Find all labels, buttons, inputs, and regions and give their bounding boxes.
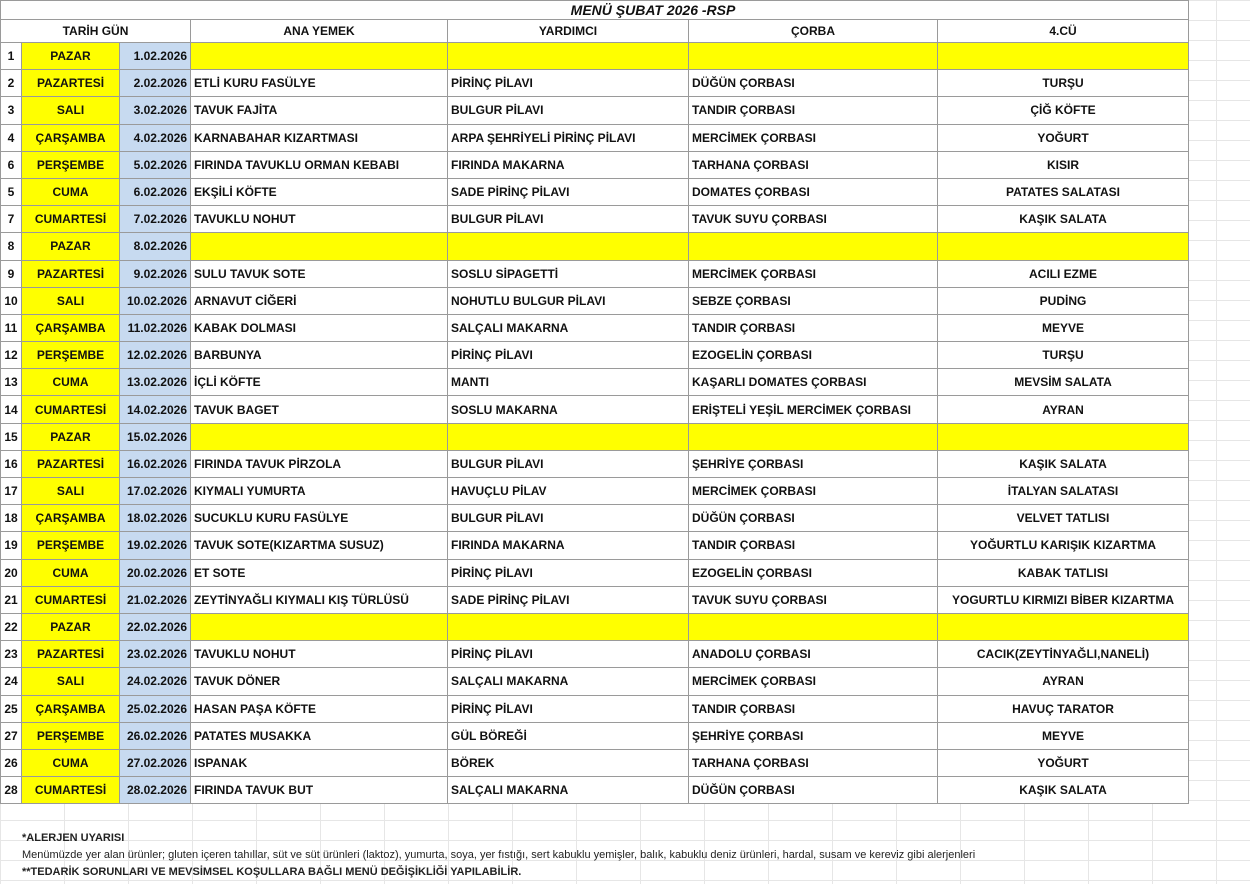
row-number: 9 — [1, 260, 22, 287]
day-name: ÇARŞAMBA — [22, 314, 120, 341]
fourth-course-cell — [938, 613, 1189, 640]
row-number: 10 — [1, 287, 22, 314]
allergen-title: *ALERJEN UYARISI — [22, 832, 125, 844]
title-row — [1, 1, 1189, 20]
side-dish-cell: SALÇALI MAKARNA — [448, 777, 689, 804]
soup-cell: ŞEHRİYE ÇORBASI — [689, 722, 938, 749]
day-name: CUMARTESİ — [22, 777, 120, 804]
main-dish-cell: HASAN PAŞA KÖFTE — [191, 695, 448, 722]
date-cell: 22.02.2026 — [120, 613, 191, 640]
table-row — [1, 668, 1189, 695]
date-cell: 7.02.2026 — [120, 206, 191, 233]
table-row — [1, 641, 1189, 668]
fourth-course-cell: TURŞU — [938, 342, 1189, 369]
table-row — [1, 178, 1189, 205]
side-dish-cell: FIRINDA MAKARNA — [448, 532, 689, 559]
table-row — [1, 777, 1189, 804]
side-dish-cell — [448, 613, 689, 640]
table-row — [1, 613, 1189, 640]
side-dish-cell: BULGUR PİLAVI — [448, 206, 689, 233]
fourth-course-cell: ÇİĞ KÖFTE — [938, 97, 1189, 124]
date-cell: 18.02.2026 — [120, 505, 191, 532]
main-dish-cell — [191, 233, 448, 260]
date-cell: 13.02.2026 — [120, 369, 191, 396]
soup-cell — [689, 423, 938, 450]
date-cell: 3.02.2026 — [120, 97, 191, 124]
day-name: PERŞEMBE — [22, 151, 120, 178]
table-row — [1, 695, 1189, 722]
fourth-course-cell: HAVUÇ TARATOR — [938, 695, 1189, 722]
day-name: SALI — [22, 287, 120, 314]
day-name: ÇARŞAMBA — [22, 695, 120, 722]
row-number: 26 — [1, 749, 22, 776]
soup-cell — [689, 613, 938, 640]
main-dish-cell: TAVUKLU NOHUT — [191, 206, 448, 233]
soup-cell: SEBZE ÇORBASI — [689, 287, 938, 314]
side-dish-cell: SOSLU SİPAGETTİ — [448, 260, 689, 287]
day-name: PAZAR — [22, 233, 120, 260]
main-dish-cell: TAVUK DÖNER — [191, 668, 448, 695]
soup-cell: TANDIR ÇORBASI — [689, 314, 938, 341]
table-row — [1, 478, 1189, 505]
table-row — [1, 559, 1189, 586]
fourth-course-cell: YOĞURTLU KARIŞIK KIZARTMA — [938, 532, 1189, 559]
fourth-course-cell: AYRAN — [938, 668, 1189, 695]
fourth-course-cell — [938, 233, 1189, 260]
side-dish-cell: BULGUR PİLAVI — [448, 97, 689, 124]
fourth-course-cell: KAŞIK SALATA — [938, 777, 1189, 804]
row-number: 6 — [1, 151, 22, 178]
side-dish-cell: MANTI — [448, 369, 689, 396]
fourth-course-cell: KAŞIK SALATA — [938, 450, 1189, 477]
day-name: CUMARTESİ — [22, 206, 120, 233]
day-name: PAZARTESİ — [22, 260, 120, 287]
side-dish-cell — [448, 423, 689, 450]
notes-section — [22, 830, 1232, 881]
date-cell: 11.02.2026 — [120, 314, 191, 341]
side-dish-cell: PİRİNÇ PİLAVI — [448, 342, 689, 369]
date-cell: 16.02.2026 — [120, 450, 191, 477]
table-row — [1, 260, 1189, 287]
day-name: ÇARŞAMBA — [22, 124, 120, 151]
fourth-course-cell: KABAK TATLISI — [938, 559, 1189, 586]
soup-cell: TANDIR ÇORBASI — [689, 532, 938, 559]
fourth-course-cell: YOĞURT — [938, 749, 1189, 776]
date-cell: 8.02.2026 — [120, 233, 191, 260]
table-row — [1, 505, 1189, 532]
side-dish-cell — [448, 233, 689, 260]
soup-cell: MERCİMEK ÇORBASI — [689, 478, 938, 505]
fourth-course-cell: YOGURTLU KIRMIZI BİBER KIZARTMA — [938, 586, 1189, 613]
header-yardimci: YARDIMCI — [448, 20, 689, 43]
table-row — [1, 586, 1189, 613]
main-dish-cell: KIYMALI YUMURTA — [191, 478, 448, 505]
header-ana-yemek: ANA YEMEK — [191, 20, 448, 43]
soup-cell: ŞEHRİYE ÇORBASI — [689, 450, 938, 477]
fourth-course-cell: MEYVE — [938, 722, 1189, 749]
supply-note: **TEDARİK SORUNLARI VE MEVSİMSEL KOŞULLARA BAĞLI MENÜ DEĞİŞİKLİĞİ YAPILABİLİR. — [22, 866, 522, 878]
row-number: 21 — [1, 586, 22, 613]
day-name: PAZARTESİ — [22, 641, 120, 668]
soup-cell: TARHANA ÇORBASI — [689, 749, 938, 776]
day-name: PAZARTESİ — [22, 70, 120, 97]
soup-cell: MERCİMEK ÇORBASI — [689, 668, 938, 695]
date-cell: 1.02.2026 — [120, 43, 191, 70]
date-cell: 15.02.2026 — [120, 423, 191, 450]
main-dish-cell: ETLİ KURU FASÜLYE — [191, 70, 448, 97]
main-dish-cell: TAVUK BAGET — [191, 396, 448, 423]
main-dish-cell: FIRINDA TAVUKLU ORMAN KEBABI — [191, 151, 448, 178]
table-row — [1, 342, 1189, 369]
side-dish-cell — [448, 43, 689, 70]
allergen-text: Menümüzde yer alan ürünler; gluten içeren tahıllar, süt ve süt ürünleri (laktoz), yumurta, soya, yer fıstığı, sert kabuklu yemişler, balık, kabuklu deniz ürünleri, hardal, susam ve kereviz gibi alerjenleri — [22, 849, 976, 861]
date-cell: 23.02.2026 — [120, 641, 191, 668]
side-dish-cell: SOSLU MAKARNA — [448, 396, 689, 423]
side-dish-cell: PİRİNÇ PİLAVI — [448, 695, 689, 722]
soup-cell: ERİŞTELİ YEŞİL MERCİMEK ÇORBASI — [689, 396, 938, 423]
soup-cell: DÜĞÜN ÇORBASI — [689, 777, 938, 804]
day-name: SALI — [22, 97, 120, 124]
date-cell: 9.02.2026 — [120, 260, 191, 287]
day-name: CUMARTESİ — [22, 396, 120, 423]
side-dish-cell: PİRİNÇ PİLAVI — [448, 70, 689, 97]
side-dish-cell: ARPA ŞEHRİYELİ PİRİNÇ PİLAVI — [448, 124, 689, 151]
main-dish-cell: SUCUKLU KURU FASÜLYE — [191, 505, 448, 532]
main-dish-cell: İÇLİ KÖFTE — [191, 369, 448, 396]
table-row — [1, 450, 1189, 477]
date-cell: 10.02.2026 — [120, 287, 191, 314]
side-dish-cell: PİRİNÇ PİLAVI — [448, 641, 689, 668]
date-cell: 5.02.2026 — [120, 151, 191, 178]
day-name: CUMA — [22, 178, 120, 205]
day-name: SALI — [22, 668, 120, 695]
main-dish-cell: FIRINDA TAVUK PİRZOLA — [191, 450, 448, 477]
fourth-course-cell: PUDİNG — [938, 287, 1189, 314]
row-number: 14 — [1, 396, 22, 423]
main-dish-cell — [191, 613, 448, 640]
row-number: 11 — [1, 314, 22, 341]
table-row — [1, 43, 1189, 70]
row-number: 8 — [1, 233, 22, 260]
row-number: 16 — [1, 450, 22, 477]
day-name: CUMA — [22, 369, 120, 396]
day-name: PAZAR — [22, 43, 120, 70]
day-name: CUMARTESİ — [22, 586, 120, 613]
table-row — [1, 532, 1189, 559]
row-number: 17 — [1, 478, 22, 505]
soup-cell: TANDIR ÇORBASI — [689, 695, 938, 722]
main-dish-cell — [191, 43, 448, 70]
row-number: 18 — [1, 505, 22, 532]
fourth-course-cell: ACILI EZME — [938, 260, 1189, 287]
main-dish-cell: PATATES MUSAKKA — [191, 722, 448, 749]
day-name: PAZAR — [22, 423, 120, 450]
fourth-course-cell — [938, 423, 1189, 450]
date-cell: 20.02.2026 — [120, 559, 191, 586]
soup-cell: EZOGELİN ÇORBASI — [689, 342, 938, 369]
date-cell: 17.02.2026 — [120, 478, 191, 505]
date-cell: 12.02.2026 — [120, 342, 191, 369]
main-dish-cell — [191, 423, 448, 450]
main-dish-cell: SULU TAVUK SOTE — [191, 260, 448, 287]
side-dish-cell: FIRINDA MAKARNA — [448, 151, 689, 178]
date-cell: 25.02.2026 — [120, 695, 191, 722]
row-number: 27 — [1, 722, 22, 749]
day-name: PERŞEMBE — [22, 532, 120, 559]
table-row — [1, 206, 1189, 233]
side-dish-cell: BULGUR PİLAVI — [448, 505, 689, 532]
header-dorduncu: 4.CÜ — [938, 20, 1189, 43]
main-dish-cell: TAVUK FAJİTA — [191, 97, 448, 124]
soup-cell — [689, 43, 938, 70]
side-dish-cell: SALÇALI MAKARNA — [448, 668, 689, 695]
soup-cell: MERCİMEK ÇORBASI — [689, 124, 938, 151]
fourth-course-cell: CACIK(ZEYTİNYAĞLI,NANELİ) — [938, 641, 1189, 668]
day-name: ÇARŞAMBA — [22, 505, 120, 532]
row-number: 3 — [1, 97, 22, 124]
fourth-course-cell: AYRAN — [938, 396, 1189, 423]
row-number: 7 — [1, 206, 22, 233]
main-dish-cell: TAVUK SOTE(KIZARTMA SUSUZ) — [191, 532, 448, 559]
table-row — [1, 124, 1189, 151]
date-cell: 6.02.2026 — [120, 178, 191, 205]
soup-cell: EZOGELİN ÇORBASI — [689, 559, 938, 586]
side-dish-cell: HAVUÇLU PİLAV — [448, 478, 689, 505]
row-number: 25 — [1, 695, 22, 722]
main-dish-cell: BARBUNYA — [191, 342, 448, 369]
side-dish-cell: SALÇALI MAKARNA — [448, 314, 689, 341]
table-row — [1, 314, 1189, 341]
main-dish-cell: EKŞİLİ KÖFTE — [191, 178, 448, 205]
side-dish-cell: GÜL BÖREĞİ — [448, 722, 689, 749]
soup-cell: DÜĞÜN ÇORBASI — [689, 70, 938, 97]
table-row — [1, 396, 1189, 423]
main-dish-cell: ET SOTE — [191, 559, 448, 586]
row-number: 1 — [1, 43, 22, 70]
fourth-course-cell: YOĞURT — [938, 124, 1189, 151]
day-name: PAZARTESİ — [22, 450, 120, 477]
day-name: SALI — [22, 478, 120, 505]
table-row — [1, 151, 1189, 178]
table-row — [1, 749, 1189, 776]
fourth-course-cell: PATATES SALATASI — [938, 178, 1189, 205]
fourth-course-cell: KISIR — [938, 151, 1189, 178]
date-cell: 26.02.2026 — [120, 722, 191, 749]
table-row — [1, 70, 1189, 97]
main-dish-cell: ARNAVUT CİĞERİ — [191, 287, 448, 314]
fourth-course-cell — [938, 43, 1189, 70]
soup-cell: KAŞARLI DOMATES ÇORBASI — [689, 369, 938, 396]
date-cell: 14.02.2026 — [120, 396, 191, 423]
main-dish-cell: KARNABAHAR KIZARTMASI — [191, 124, 448, 151]
side-dish-cell: PİRİNÇ PİLAVI — [448, 559, 689, 586]
soup-cell: MERCİMEK ÇORBASI — [689, 260, 938, 287]
row-number: 28 — [1, 777, 22, 804]
soup-cell: TAVUK SUYU ÇORBASI — [689, 586, 938, 613]
row-number: 22 — [1, 613, 22, 640]
side-dish-cell: BÖREK — [448, 749, 689, 776]
side-dish-cell: BULGUR PİLAVI — [448, 450, 689, 477]
fourth-course-cell: VELVET TATLISI — [938, 505, 1189, 532]
day-name: PERŞEMBE — [22, 342, 120, 369]
table-row — [1, 287, 1189, 314]
side-dish-cell: SADE PİRİNÇ PİLAVI — [448, 586, 689, 613]
table-row — [1, 423, 1189, 450]
row-number: 12 — [1, 342, 22, 369]
day-name: CUMA — [22, 559, 120, 586]
main-dish-cell: ZEYTİNYAĞLI KIYMALI KIŞ TÜRLÜSÜ — [191, 586, 448, 613]
row-number: 5 — [1, 178, 22, 205]
row-number: 23 — [1, 641, 22, 668]
table-row — [1, 233, 1189, 260]
fourth-course-cell: İTALYAN SALATASI — [938, 478, 1189, 505]
date-cell: 27.02.2026 — [120, 749, 191, 776]
main-dish-cell: KABAK DOLMASI — [191, 314, 448, 341]
soup-cell: DOMATES ÇORBASI — [689, 178, 938, 205]
main-dish-cell: FIRINDA TAVUK BUT — [191, 777, 448, 804]
header-corba: ÇORBA — [689, 20, 938, 43]
side-dish-cell: SADE PİRİNÇ PİLAVI — [448, 178, 689, 205]
main-dish-cell: TAVUKLU NOHUT — [191, 641, 448, 668]
soup-cell: DÜĞÜN ÇORBASI — [689, 505, 938, 532]
day-name: PAZAR — [22, 613, 120, 640]
main-dish-cell: ISPANAK — [191, 749, 448, 776]
date-cell: 2.02.2026 — [120, 70, 191, 97]
fourth-course-cell: TURŞU — [938, 70, 1189, 97]
soup-cell — [689, 233, 938, 260]
day-name: CUMA — [22, 749, 120, 776]
date-cell: 21.02.2026 — [120, 586, 191, 613]
row-number: 13 — [1, 369, 22, 396]
date-cell: 28.02.2026 — [120, 777, 191, 804]
side-dish-cell: NOHUTLU BULGUR PİLAVI — [448, 287, 689, 314]
header-row — [1, 20, 1189, 43]
soup-cell: TAVUK SUYU ÇORBASI — [689, 206, 938, 233]
date-cell: 24.02.2026 — [120, 668, 191, 695]
day-name: PERŞEMBE — [22, 722, 120, 749]
soup-cell: ANADOLU ÇORBASI — [689, 641, 938, 668]
soup-cell: TARHANA ÇORBASI — [689, 151, 938, 178]
fourth-course-cell: MEYVE — [938, 314, 1189, 341]
table-row — [1, 369, 1189, 396]
date-cell: 4.02.2026 — [120, 124, 191, 151]
table-row — [1, 722, 1189, 749]
row-number: 20 — [1, 559, 22, 586]
date-cell: 19.02.2026 — [120, 532, 191, 559]
row-number: 2 — [1, 70, 22, 97]
table-row — [1, 97, 1189, 124]
fourth-course-cell: KAŞIK SALATA — [938, 206, 1189, 233]
fourth-course-cell: MEVSİM SALATA — [938, 369, 1189, 396]
row-number: 15 — [1, 423, 22, 450]
header-tarih-gun: TARİH GÜN — [1, 20, 191, 43]
row-number: 24 — [1, 668, 22, 695]
soup-cell: TANDIR ÇORBASI — [689, 97, 938, 124]
menu-title: MENÜ ŞUBAT 2026 -RSP — [1, 1, 1189, 20]
row-number: 4 — [1, 124, 22, 151]
row-number: 19 — [1, 532, 22, 559]
